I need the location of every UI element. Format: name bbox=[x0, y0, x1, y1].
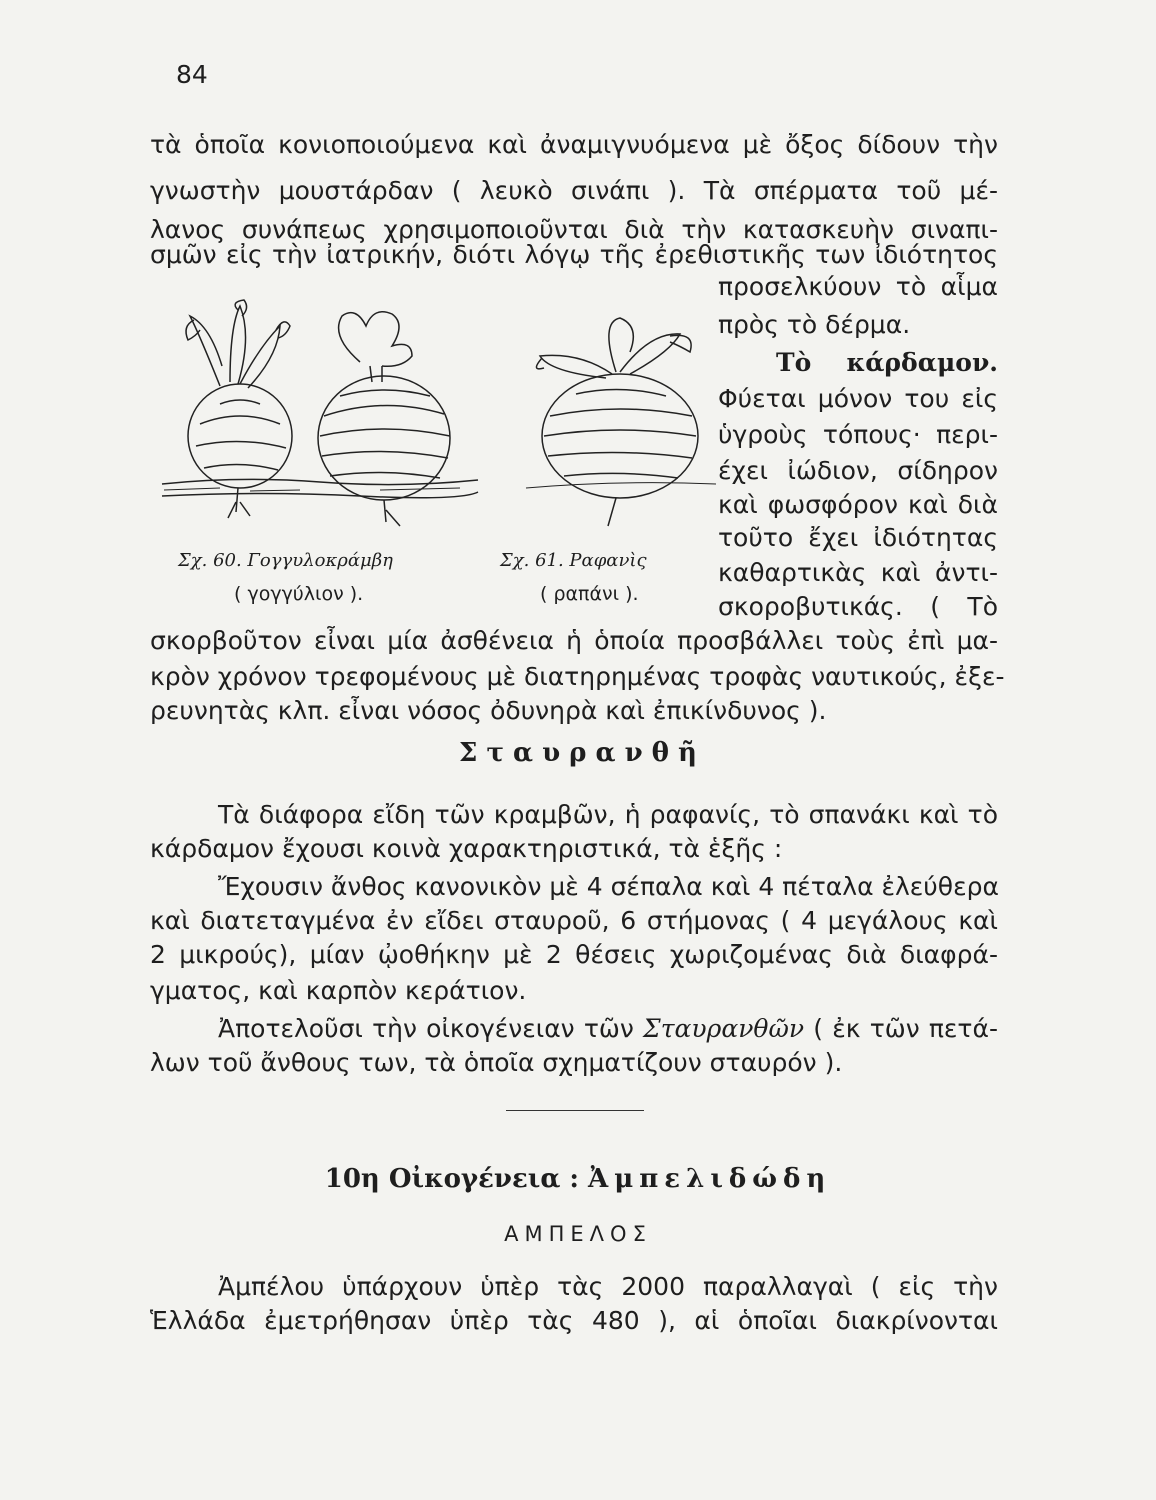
paragraph1-line: τὰ ὁποῖα κονιοποιούμενα καὶ ἀναμιγνυόμενα μὲ ὄξος δίδουν τὴν bbox=[150, 130, 998, 159]
kardamon-heading: Τὸ κάρδαμον. bbox=[776, 348, 998, 377]
paragraph1-right-line: προσελκύουν τὸ αἷμα bbox=[718, 272, 998, 301]
paragraph1-right-line: πρὸς τὸ δέρμα. bbox=[718, 310, 911, 339]
family-name: Σταυρανθῶν bbox=[643, 1014, 805, 1043]
stauranthi-line: κάρδαμον ἔχουσι κοινὰ χαρακτηριστικά, τὰ ἑξῆς : bbox=[150, 834, 783, 863]
stauranthi-line: Ἔχουσιν ἄνθος κανονικὸν μὲ 4 σέπαλα καὶ 4 πέταλα ἐλεύθερα bbox=[218, 872, 999, 901]
stauranthi-line: Τὰ διάφορα εἴδη τῶν κραμβῶν, ἡ ραφανίς, τὸ σπανάκι καὶ τὸ bbox=[218, 800, 998, 829]
kardamon-line: έχει ἰώδιον, σίδηρον bbox=[718, 456, 998, 485]
stauranthi-line: 2 μικρούς), μίαν ᾠοθήκην μὲ 2 θέσεις χωριζομένας διὰ διαφρά- bbox=[150, 940, 998, 969]
divider-rule bbox=[506, 1110, 644, 1111]
ampelos-line: Ἑλλάδα ἐμετρήθησαν ὑπὲρ τὰς 480 ), αἱ ὁποῖαι διακρίνονται bbox=[150, 1306, 998, 1335]
figure-61-caption: Σχ. 61. Ραφανὶς bbox=[500, 550, 647, 571]
kardamon-line: ὑγροὺς τόπους· περι- bbox=[718, 420, 998, 449]
stauranthi-line: καὶ διατεταγμένα ἐν εἴδει σταυροῦ, 6 στήμονας ( 4 μεγάλους καὶ bbox=[150, 906, 998, 935]
kardamon-full-line: σκορβοῦτον εἶναι μία ἀσθένεια ἡ ὁποία προσβάλλει τοὺς ἐπὶ μα- bbox=[150, 626, 998, 655]
family-heading bbox=[0, 1164, 1156, 1194]
kohlrabi-illustration bbox=[160, 296, 480, 530]
family-heading-label: 10η Οἰκογένεια : bbox=[324, 1164, 579, 1194]
paragraph1-line: γνωστὴν μουστάρδαν ( λευκὸ σινάπι ). Τὰ σπέρματα τοῦ μέ- bbox=[150, 176, 998, 205]
family-line-end: ( ἐκ τῶν πετά- bbox=[813, 1014, 998, 1043]
ampelos-line: Ἀμπέλου ὑπάρχουν ὑπὲρ τὰς 2000 παραλλαγαὶ ( εἰς τὴν bbox=[218, 1272, 998, 1301]
figure-61-subcaption: ( ραπάνι ). bbox=[540, 583, 639, 605]
family-line-2: λων τοῦ ἄνθους των, τὰ ὁποῖα σχηματίζουν σταυρόν ). bbox=[150, 1048, 843, 1077]
family-heading-name: Ἀμπελιδώδη bbox=[588, 1164, 832, 1194]
radish-illustration bbox=[520, 312, 720, 532]
paragraph1-line: σμῶν εἰς τὴν ἰατρικήν, διότι λόγῳ τῆς ἐρεθιστικῆς των ἰδιότητος bbox=[150, 240, 998, 269]
kardamon-full-line: κρὸν χρόνον τρεφομένους μὲ διατηρημένας τροφὰς ναυτικούς, ἐξε- bbox=[150, 662, 1005, 691]
kardamon-line: καθαρτικὰς καὶ ἀντι- bbox=[718, 558, 998, 587]
page-number: 84 bbox=[176, 60, 208, 89]
subheading-ampelos: ΑΜΠΕΛΟΣ bbox=[504, 1222, 652, 1246]
paragraph1-line: λανος συνάπεως χρησιμοποιοῦνται διὰ τὴν κατασκευὴν σιναπι- bbox=[150, 215, 998, 244]
stauranthi-line: γματος, καὶ καρπὸν κεράτιον. bbox=[150, 976, 527, 1005]
kardamon-line: καὶ φωσφόρον καὶ διὰ bbox=[718, 490, 998, 519]
section-heading: Σ τ α υ ρ α ν θ ῆ bbox=[459, 738, 697, 768]
kardamon-line: σκοροβυτικάς. ( Τὸ bbox=[718, 592, 998, 621]
family-line bbox=[218, 1012, 998, 1046]
kardamon-line: Φύεται μόνον του εἰς bbox=[718, 384, 998, 413]
family-line-start: Ἀποτελοῦσι τὴν οἰκογένειαν τῶν bbox=[218, 1014, 634, 1043]
figure-60-caption: Σχ. 60. Γογγυλοκράμβη bbox=[178, 550, 393, 571]
figure-60-subcaption: ( γογγύλιον ). bbox=[234, 583, 364, 605]
kardamon-full-line: ρευνητὰς κλπ. εἶναι νόσος ὀδυνηρὰ καὶ ἐπικίνδυνος ). bbox=[150, 696, 827, 725]
kardamon-line: τοῦτο ἔχει ἰδιότητας bbox=[718, 523, 998, 552]
